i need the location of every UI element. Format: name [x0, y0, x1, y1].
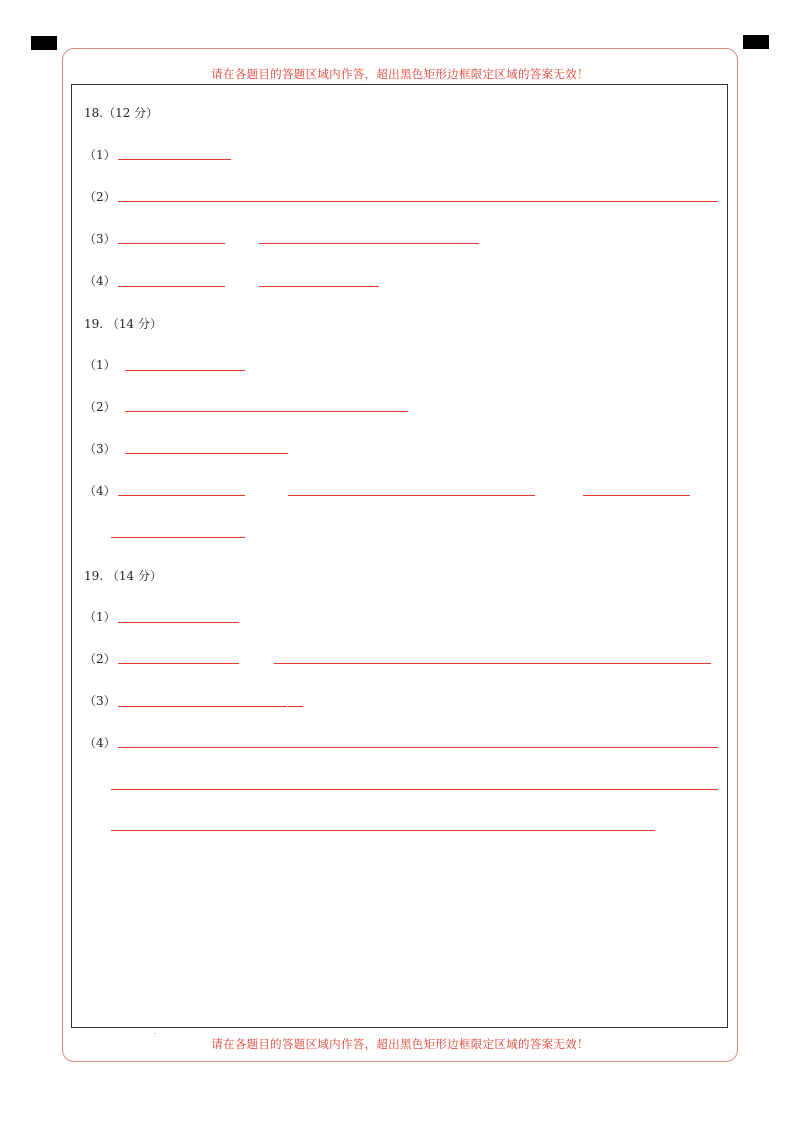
q19b-part-4-answer-line-c[interactable] [111, 830, 655, 831]
question-19b-title: 19. （14 分） [84, 569, 162, 583]
alignment-mark-right [743, 35, 769, 49]
q19a-part-4-answer-line-b[interactable] [288, 495, 535, 496]
q18-part-2-label: （2） [84, 190, 116, 204]
warning-text-top: 请在各题目的答题区域内作答，超出黑色矩形边框限定区域的答案无效！ [211, 67, 589, 81]
footer-dot: · [154, 1030, 157, 1038]
q19a-part-4-answer-line-a[interactable] [118, 495, 245, 496]
q18-part-3-label: （3） [84, 232, 116, 246]
q18-part-3-answer-line-a[interactable] [118, 243, 225, 244]
q19a-part-2-label: （2） [84, 400, 116, 414]
q19b-part-2-label: （2） [84, 652, 116, 666]
q19b-part-1-answer-line[interactable] [118, 622, 239, 623]
q19b-part-3-label: （3） [84, 694, 116, 708]
q19b-part-2-answer-line-a[interactable] [118, 663, 239, 664]
q19b-part-4-answer-line-a[interactable] [118, 747, 718, 748]
q19b-part-3-answer-line-a[interactable] [118, 706, 287, 707]
question-18-title: 18.（12 分） [84, 106, 159, 120]
answer-area-box [71, 84, 728, 1028]
q19a-part-1-answer-line[interactable] [125, 370, 245, 371]
q19a-part-4-label: （4） [84, 484, 116, 498]
q18-part-4-answer-line-b[interactable] [259, 286, 379, 287]
q18-part-2-answer-line[interactable] [118, 201, 718, 202]
q19b-part-4-answer-line-b[interactable] [111, 789, 718, 790]
q18-part-1-label: （1） [84, 148, 116, 162]
q18-part-4-answer-line-a[interactable] [118, 286, 225, 287]
q19a-part-1-label: （1） [84, 358, 116, 372]
q19a-part-3-answer-line[interactable] [125, 453, 288, 454]
q19a-part-3-label: （3） [84, 442, 116, 456]
q19a-part-2-answer-line[interactable] [125, 411, 408, 412]
q18-part-4-label: （4） [84, 274, 116, 288]
q19a-part-4-answer-line-d[interactable] [111, 537, 245, 538]
alignment-mark-left [31, 36, 57, 50]
q19b-part-2-answer-line-b[interactable] [274, 663, 711, 664]
q19a-part-4-answer-line-c[interactable] [583, 495, 690, 496]
q19b-part-4-label: （4） [84, 736, 116, 750]
q19b-part-1-label: （1） [84, 610, 116, 624]
warning-text-bottom: 请在各题目的答题区域内作答，超出黑色矩形边框限定区域的答案无效！ [211, 1037, 589, 1051]
question-19a-title: 19. （14 分） [84, 317, 162, 331]
q19b-part-3-answer-line-b[interactable] [288, 706, 303, 707]
q18-part-3-answer-line-b[interactable] [259, 243, 479, 244]
q18-part-1-answer-line[interactable] [118, 159, 231, 160]
